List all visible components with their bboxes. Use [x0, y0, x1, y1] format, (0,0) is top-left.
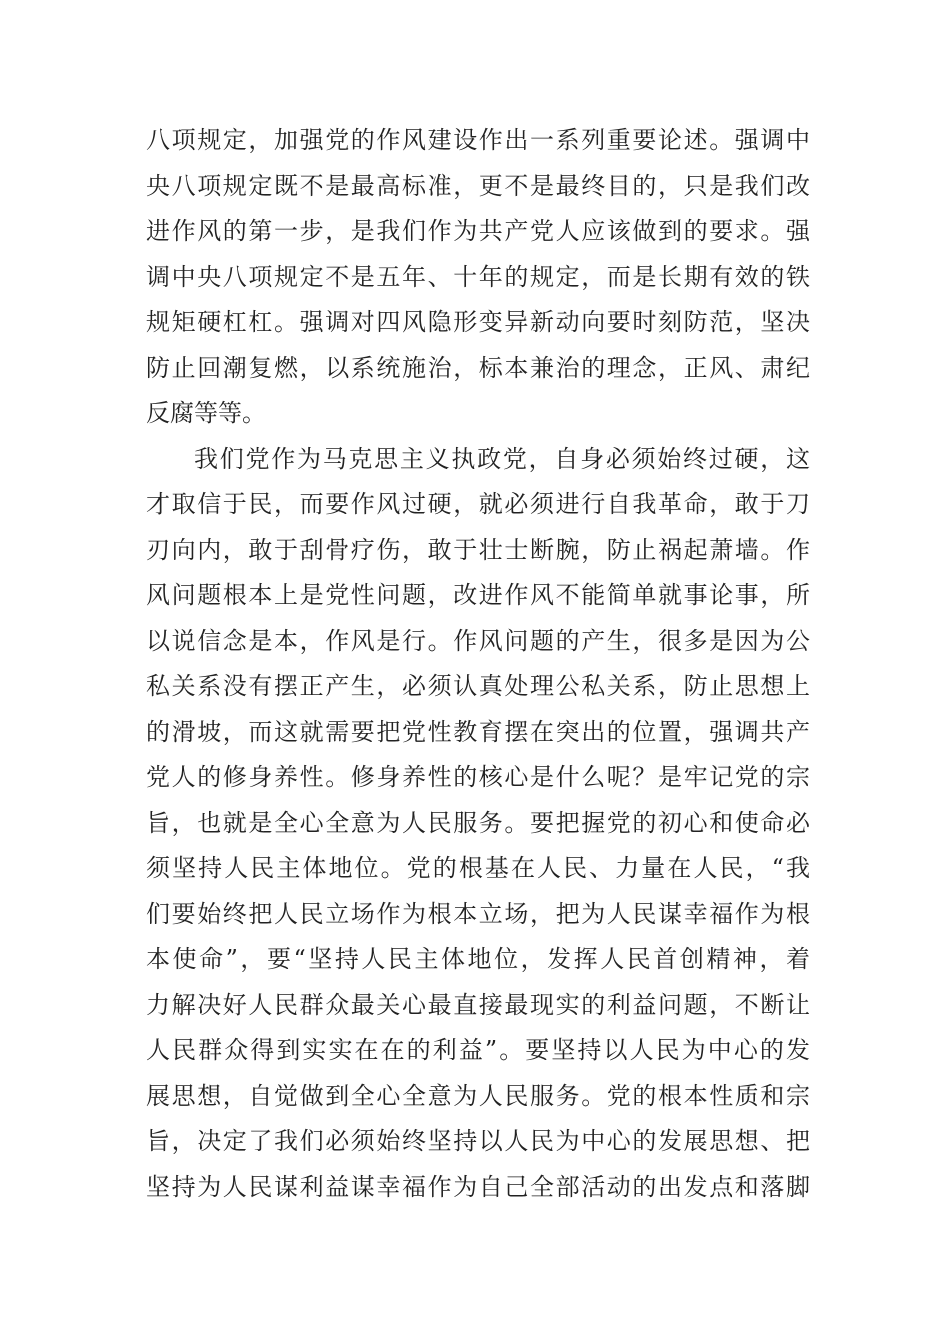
text-line: 须坚持人民主体地位。党的根基在人民、力量在人民，“我	[146, 854, 810, 882]
text-line: 规矩硬杠杠。强调对四风隐形变异新动向要时刻防范，坚决	[146, 308, 810, 336]
paragraph-1	[146, 118, 810, 437]
text-line: 进作风的第一步，是我们作为共产党人应该做到的要求。强	[146, 217, 810, 245]
text-line: 本使命”，要“坚持人民主体地位，发挥人民首创精神，着	[146, 945, 810, 973]
document-body	[146, 118, 810, 1210]
text-line: 以说信念是本，作风是行。作风问题的产生，很多是因为公	[146, 626, 810, 655]
text-line: 防止回潮复燃，以系统施治，标本兼治的理念，正风、肃纪	[146, 353, 810, 382]
text-line: 们要始终把人民立场作为根本立场，把为人民谋幸福作为根	[146, 899, 810, 928]
text-line: 刃向内，敢于刮骨疗伤，敢于壮士断腕，防止祸起萧墙。作	[146, 535, 810, 564]
text-line: 风问题根本上是党性问题，改进作风不能简单就事论事，所	[146, 581, 810, 609]
text-line: 私关系没有摆正产生，必须认真处理公私关系，防止思想上	[146, 672, 810, 700]
text-line: 我们党作为马克思主义执政党，自身必须始终过硬，这	[194, 444, 810, 473]
text-line: 八项规定，加强党的作风建设作出一系列重要论述。强调中	[146, 126, 810, 154]
text-line: 旨，决定了我们必须始终坚持以人民为中心的发展思想、把	[146, 1127, 810, 1155]
text-line: 调中央八项规定不是五年、十年的规定，而是长期有效的铁	[146, 262, 810, 291]
text-line: 党人的修身养性。修身养性的核心是什么呢？是牢记党的宗	[146, 763, 810, 791]
text-line: 旨，也就是全心全意为人民服务。要把握党的初心和使命必	[146, 808, 810, 837]
text-line: 才取信于民，而要作风过硬，就必须进行自我革命，敢于刀	[146, 490, 810, 518]
text-line: 坚持为人民谋利益谋幸福作为自己全部活动的出发点和落脚	[146, 1172, 810, 1201]
paragraph-2	[146, 437, 810, 1211]
text-line: 央八项规定既不是最高标准，更不是最终目的，只是我们改	[146, 171, 810, 200]
text-line: 力解决好人民群众最关心最直接最现实的利益问题，不断让	[146, 990, 810, 1019]
text-line: 反腐等等。	[146, 399, 266, 427]
text-line: 展思想，自觉做到全心全意为人民服务。党的根本性质和宗	[146, 1081, 810, 1110]
text-line: 的滑坡，而这就需要把党性教育摆在突出的位置，强调共产	[146, 717, 810, 746]
text-line: 人民群众得到实实在在的利益”。要坚持以人民为中心的发	[146, 1036, 810, 1064]
